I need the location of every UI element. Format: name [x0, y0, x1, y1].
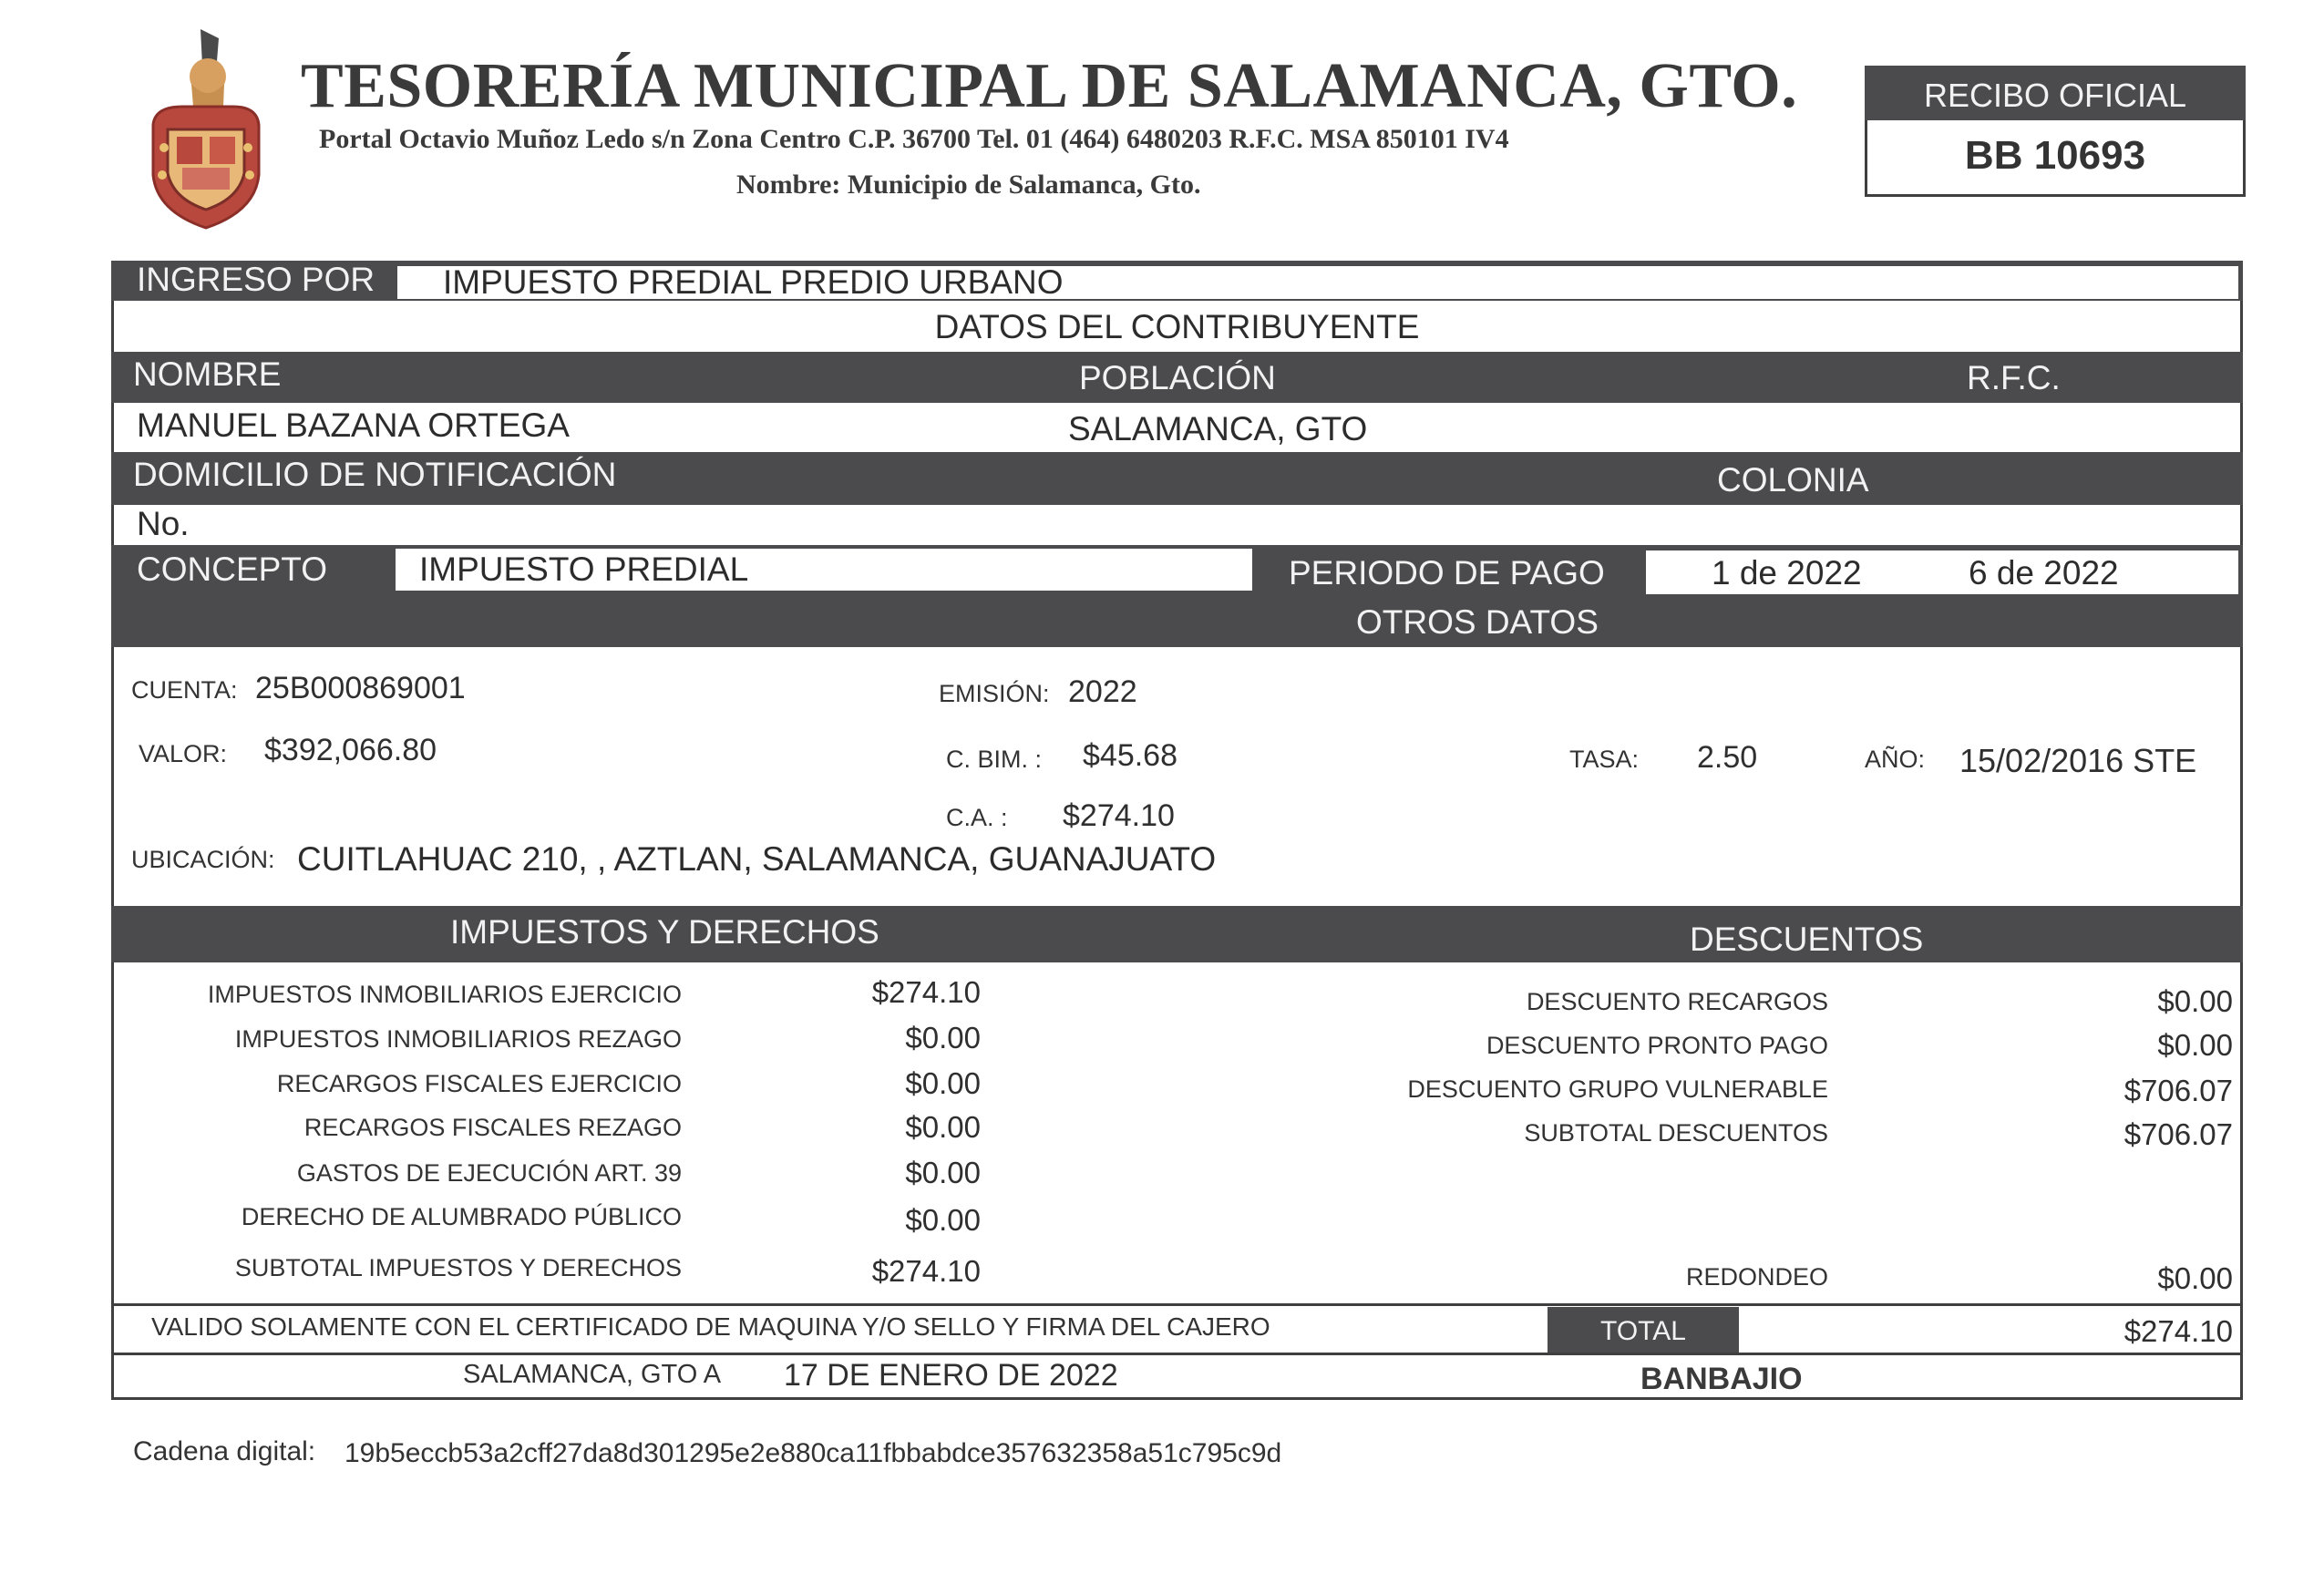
- header-nombre: Nombre: Municipio de Salamanca, Gto.: [736, 170, 1201, 200]
- ubicacion-label: UBICACIÓN:: [131, 846, 275, 873]
- impuesto-row-label: IMPUESTOS INMOBILIARIOS EJERCICIO: [207, 981, 682, 1008]
- descuento-row-label: DESCUENTO GRUPO VULNERABLE: [1407, 1075, 1828, 1103]
- descuento-subtotal-value: $706.07: [2123, 1117, 2233, 1151]
- valido-text: VALIDO SOLAMENTE CON EL CERTIFICADO DE MAQUINA Y/O SELLO Y FIRMA DEL CAJERO: [151, 1312, 1270, 1341]
- no-label: No.: [137, 505, 190, 542]
- header-title: TESORERÍA MUNICIPAL DE SALAMANCA, GTO.: [301, 51, 1798, 121]
- tasa-value: 2.50: [1697, 740, 1758, 775]
- fecha-value: 17 DE ENERO DE 2022: [784, 1358, 1118, 1393]
- emision-value: 2022: [1068, 674, 1137, 709]
- cbim-value: $45.68: [1083, 738, 1177, 773]
- descuento-row-label: DESCUENTO PRONTO PAGO: [1486, 1032, 1828, 1059]
- cuenta-label: CUENTA:: [131, 676, 238, 704]
- total-label: TOTAL: [1600, 1316, 1686, 1346]
- impuesto-row-value: $0.00: [905, 1156, 981, 1189]
- cuenta-value: 25B000869001: [255, 671, 466, 705]
- descuento-row-value: $706.07: [2123, 1074, 2233, 1107]
- impuesto-row-value: $0.00: [905, 1066, 981, 1100]
- impuestos-title: IMPUESTOS Y DERECHOS: [450, 913, 879, 951]
- descuentos-title: DESCUENTOS: [1690, 921, 1924, 958]
- tasa-label: TASA:: [1569, 746, 1640, 773]
- rfc-label: R.F.C.: [1967, 359, 2061, 396]
- redondeo-label: REDONDEO: [1685, 1263, 1828, 1291]
- concepto-label: CONCEPTO: [137, 550, 328, 588]
- periodo-label: PERIODO DE PAGO: [1289, 554, 1605, 592]
- header-address: Portal Octavio Muñoz Ledo s/n Zona Centro C.P. 36700 Tel. 01 (464) 6480203 R.F.C. MSA 850101 IV4: [319, 124, 1509, 154]
- cadena-value: 19b5eccb53a2cff27da8d301295e2e880ca11fbbabdce357632358a51c795c9d: [344, 1438, 1282, 1468]
- impuesto-row-label: GASTOS DE EJECUCIÓN ART. 39: [296, 1159, 682, 1187]
- descuento-row-value: $0.00: [2157, 1028, 2233, 1062]
- total-value: $274.10: [2123, 1314, 2233, 1348]
- valor-label: VALOR:: [139, 740, 228, 767]
- descuento-row-label: DESCUENTO RECARGOS: [1526, 988, 1828, 1015]
- cadena-label: Cadena digital:: [133, 1436, 316, 1466]
- impuesto-row-value: $274.10: [871, 975, 981, 1009]
- ca-label: C.A. :: [946, 804, 1008, 831]
- banco-value: BANBAJIO: [1640, 1362, 1803, 1396]
- impuesto-row-value: $0.00: [905, 1021, 981, 1054]
- receipt-label: RECIBO OFICIAL: [1923, 77, 2187, 114]
- receipt-number: BB 10693: [1964, 133, 2146, 178]
- emision-label: EMISIÓN:: [939, 680, 1050, 707]
- contribuyente-title: DATOS DEL CONTRIBUYENTE: [934, 308, 1420, 345]
- valor-value: $392,066.80: [264, 733, 437, 767]
- impuesto-subtotal-label: SUBTOTAL IMPUESTOS Y DERECHOS: [234, 1254, 682, 1281]
- ingreso-label: INGRESO POR: [137, 261, 375, 298]
- nombre-label: NOMBRE: [133, 355, 282, 393]
- poblacion-value: SALAMANCA, GTO: [1068, 410, 1368, 448]
- impuesto-subtotal-value: $274.10: [871, 1254, 981, 1288]
- footer-divider-top: [111, 1303, 2243, 1306]
- periodo-desde: 1 de 2022: [1712, 554, 1862, 592]
- anio-label: AÑO:: [1865, 746, 1926, 773]
- descuento-row-value: $0.00: [2157, 984, 2233, 1018]
- footer-divider-bottom: [111, 1353, 2243, 1355]
- cbim-label: C. BIM. :: [946, 746, 1043, 773]
- poblacion-label: POBLACIÓN: [1079, 359, 1276, 396]
- periodo-hasta: 6 de 2022: [1969, 554, 2119, 592]
- impuesto-row-value: $0.00: [905, 1110, 981, 1144]
- nombre-value: MANUEL BAZANA ORTEGA: [137, 406, 570, 444]
- impuesto-row-label: RECARGOS FISCALES EJERCICIO: [276, 1070, 682, 1097]
- anio-value: 15/02/2016 STE: [1959, 742, 2197, 779]
- ingreso-value: IMPUESTO PREDIAL PREDIO URBANO: [443, 263, 1064, 301]
- receipt-label-bar: [1865, 66, 2246, 120]
- redondeo-value: $0.00: [2157, 1261, 2233, 1295]
- impuesto-row-label: IMPUESTOS INMOBILIARIOS REZAGO: [234, 1025, 682, 1053]
- impuesto-row-value: $0.00: [905, 1203, 981, 1237]
- lugar-label: SALAMANCA, GTO A: [463, 1360, 722, 1389]
- domicilio-label: DOMICILIO DE NOTIFICACIÓN: [133, 456, 617, 493]
- concepto-value: IMPUESTO PREDIAL: [419, 550, 749, 588]
- impuesto-row-label: RECARGOS FISCALES REZAGO: [303, 1114, 682, 1141]
- impuesto-row-label: DERECHO DE ALUMBRADO PÚBLICO: [241, 1203, 682, 1230]
- ca-value: $274.10: [1063, 798, 1175, 833]
- ubicacion-value: CUITLAHUAC 210, , AZTLAN, SALAMANCA, GUANAJUATO: [297, 840, 1217, 878]
- coat-of-arms-icon: [137, 20, 273, 230]
- otros-title: OTROS DATOS: [1356, 603, 1599, 641]
- colonia-label: COLONIA: [1717, 461, 1869, 499]
- descuento-subtotal-label: SUBTOTAL DESCUENTOS: [1524, 1119, 1828, 1147]
